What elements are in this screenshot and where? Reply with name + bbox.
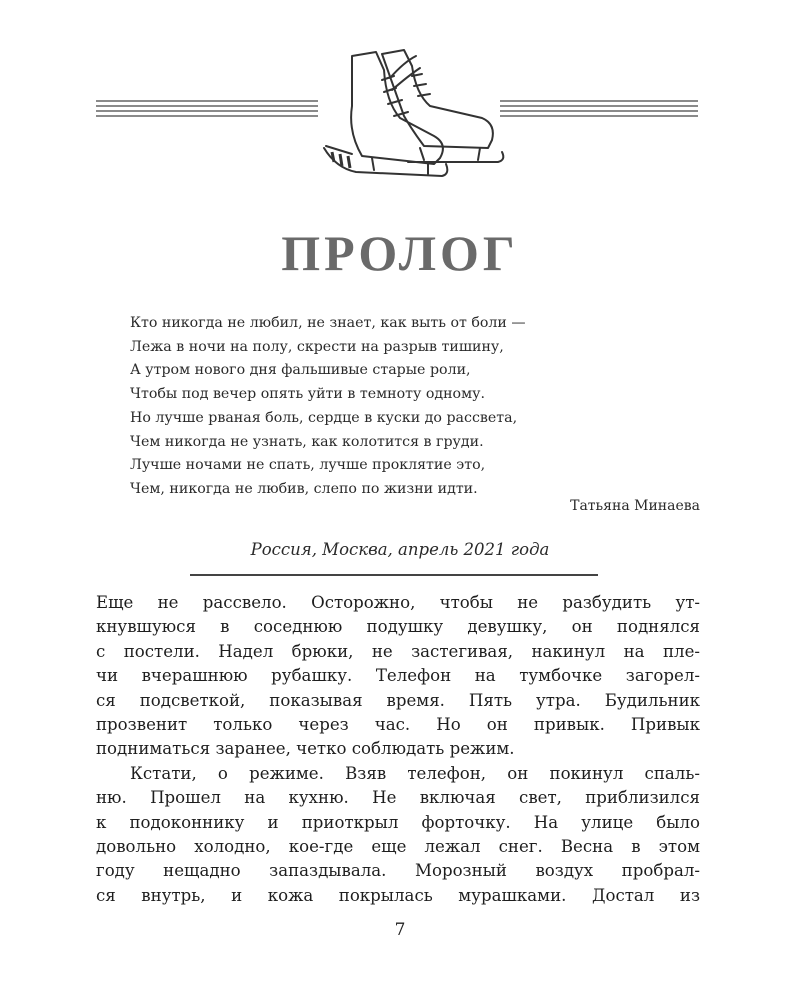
epigraph-poem [130, 312, 700, 502]
body-line: Кстати, о режиме. Взяв телефон, он покинул спаль- [130, 763, 700, 783]
body-line: довольно холодно, кое-где еще лежал снег. Весна в этом [96, 837, 700, 857]
body-line: кнувшуюся в соседнюю подушку девушку, он поднялся [96, 617, 700, 637]
body-line: к подоконнику и приоткрыл форточку. На улице было [96, 812, 700, 832]
body-line: с постели. Надел брюки, не застегивая, накинул на пле- [96, 641, 700, 661]
ice-skates-icon [312, 36, 508, 186]
body-line: чи вчерашнюю рубашку. Телефон на тумбочке загорел- [96, 666, 700, 686]
body-line: ся внутрь, и кожа покрылась мурашками. Достал из [96, 885, 700, 905]
epigraph-line: Кто никогда не любил, не знает, как выть от боли — [130, 315, 526, 331]
epigraph-line: А утром нового дня фальшивые старые роли, [130, 362, 471, 379]
body-line: прозвенит только через час. Но он привык. Привык [96, 715, 700, 735]
body-line: Еще не рассвело. Осторожно, чтобы не разбудить ут- [96, 593, 700, 612]
body-line: году нещадно запаздывала. Морозный воздух пробрал- [96, 861, 700, 881]
body-line: ню. Прошел на кухню. Не включая свет, приблизился [96, 788, 700, 808]
body-line: подниматься заранее, четко соблюдать режим. [96, 739, 515, 759]
epigraph-line: Чтобы под вечер опять уйти в темноту одному. [130, 386, 485, 403]
epigraph-author: Татьяна Минаева [570, 498, 700, 514]
epigraph-line: Но лучше рваная боль, сердце в куски до рассвета, [130, 409, 518, 426]
body-line: ся подсветкой, показывая время. Пять утра. Будильник [96, 690, 700, 710]
body-text [96, 591, 700, 908]
place-divider [190, 574, 598, 576]
epigraph-line: Лучше ночами не спать, лучше проклятие это, [130, 457, 486, 474]
header-rule-right [500, 100, 698, 120]
chapter-title: ПРОЛОГ [281, 225, 519, 281]
epigraph-line: Чем никогда не узнать, как колотится в груди. [130, 433, 484, 450]
epigraph-line: Лежа в ночи на полу, скрести на разрыв тишину, [130, 338, 504, 355]
place-and-date: Россия, Москва, апрель 2021 года [250, 540, 550, 559]
header-rule-left [96, 100, 318, 120]
page-number: 7 [394, 920, 406, 940]
epigraph-line: Чем, никогда не любив, слепо по жизни идти. [130, 480, 478, 497]
